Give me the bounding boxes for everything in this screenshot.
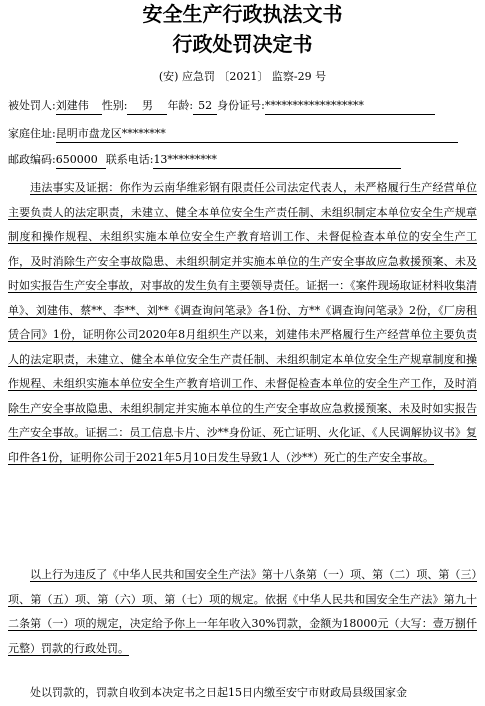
doc-category-title: 安全生产行政执法文书 bbox=[142, 2, 343, 26]
party-info-row bbox=[8, 98, 435, 115]
address-value: 昆明市盘龙区******** bbox=[56, 126, 458, 143]
phone-value: 13********* bbox=[153, 152, 401, 169]
payment-text: 处以罚款的，罚款自收到本决定书之日起15日内缴至安宁市财政局县级国家金 bbox=[30, 686, 407, 699]
address-row bbox=[8, 126, 458, 143]
contact-row bbox=[8, 152, 401, 169]
doc-title: 行政处罚决定书 bbox=[172, 32, 313, 56]
name-value: 刘建伟 bbox=[56, 98, 102, 115]
postcode-value: 650000 bbox=[56, 152, 106, 169]
id-label: 身份证号: bbox=[217, 99, 265, 112]
gender-value: 男 bbox=[127, 98, 167, 115]
doc-number: (安) 应急罚 〔2021〕 监察-29 号 bbox=[158, 70, 327, 83]
payment-paragraph bbox=[8, 681, 477, 706]
gender-label: 性别: bbox=[101, 99, 128, 112]
phone-label: 联系电话: bbox=[105, 153, 154, 166]
address-label: 家庭住址: bbox=[8, 127, 56, 140]
age-value: 52 bbox=[193, 98, 217, 115]
violation-facts-paragraph bbox=[8, 176, 477, 470]
legal-basis-paragraph bbox=[8, 563, 477, 661]
age-label: 年龄: bbox=[167, 99, 194, 112]
postcode-label: 邮政编码: bbox=[8, 153, 56, 166]
id-value: ****************** bbox=[265, 98, 435, 115]
name-label: 被处罚人: bbox=[8, 99, 56, 112]
legal-basis-text: 以上行为违反了《中华人民共和国安全生产法》第十八条第（一）项、第（二）项、第（三）项、第（五）项、第（六）项、第（七）项的规定。依据《中华人民共和国安全生产法》第九十二条第（一）项的规定，决定给予你上一年年收入30%罚款，金额为18000元（大写：壹万捌仟元整）罚款的行政处罚。 bbox=[8, 568, 477, 655]
violation-facts-text: 违法事实及证据：你作为云南华维彩钢有限责任公司法定代表人，未严格履行生产经营单位主要负责人的法定职责，未建立、健全本单位安全生产责任制、未组织制定本单位安全生产规章制度和操作规程、未组织实施本单位安全生产教育培训工作、未督促检查本单位的安全生产工作，及时消除生产安全事故隐患、未组织制定并实施本单位的生产安全事故应急救援预案、未及时如实报告生产安全事故，对事故的发生负有主要领导责任。证据一：《案件现场取证材料收集清单》、刘建伟、蔡**、李**、刘**《调查询问笔录》各1份、方**《调查询问笔录》2份，《厂房租赁合同》1份，证明你公司2020年8月组织生产以来，刘建伟未严格履行生产经营单位主要负责人的法定职责，未建立、健全本单位安全生产责任制、未组织制定本单位安全生产规章制度和操作规程、未组织实施本单位安全生产教育培训工作、未督促检查本单位的安全生产工作，及时消除生产安全事故隐患、未组织制定并实施本单位的生产安全事故应急救援预案、未及时如实报告生产安全事故。证据二：员工信息卡片、沙**身份证、死亡证明、火化证、《人民调解协议书》复印件各1份，证明你公司于2021年5月10日发生导致1人（沙**）死亡的生产安全事故。 bbox=[8, 181, 477, 464]
